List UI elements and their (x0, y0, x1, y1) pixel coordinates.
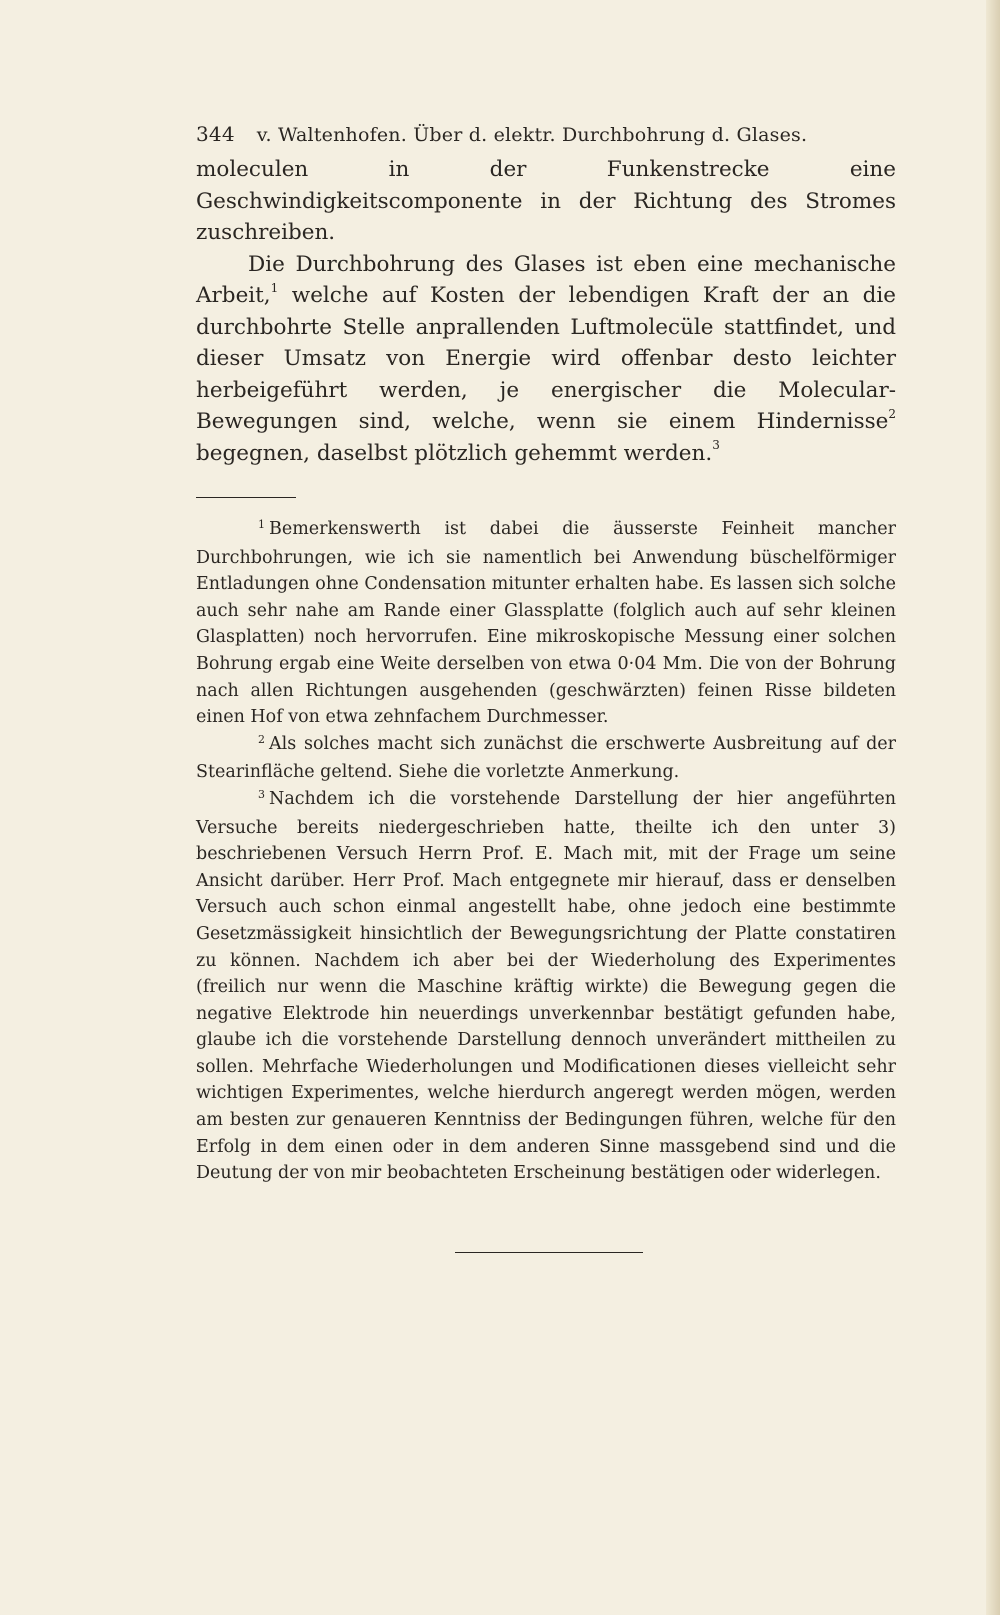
paragraph-2-part-b: welche auf Kosten der lebendigen Kraft der an die durchbohrte Stelle anprallenden Luftmolecüle stattfindet, und dieser Umsatz von Energie wird offenbar desto leichter herbeigeführt werden, je energischer die Molecular-Bewegungen sind, welche, wenn sie einem Hindernisse (196, 283, 896, 434)
footnote-1-text: Bemerkenswerth ist dabei die äusserste Feinheit mancher Durchbohrungen, wie ich sie namentlich bei Anwendung büschelförmiger Entladungen ohne Condensation mitunter erhalten habe. Es lassen sich solche auch sehr nahe am Rande einer Glassplatte (folglich auch auf sehr kleinen Glasplatten) noch hervorrufen. Eine mikroskopische Messung einer solchen Bohrung ergab eine Weite derselben von etwa 0·04 Mm. Die von der Bohrung nach allen Richtungen ausgehenden (geschwärzten) feinen Risse bildeten einen Hof von etwa zehnfachem Durchmesser. (196, 519, 896, 728)
footnote-2 (196, 731, 896, 786)
footnote-3-mark: 3 (258, 787, 265, 801)
footnote-3-text: Nachdem ich die vorstehende Darstellung der hier angeführten Versuche bereits niedergeschrieben hatte, theilte ich den unter 3) beschriebenen Versuch Herrn Prof. E. Mach mit, mit der Frage um seine Ansicht darüber. Herr Prof. Mach entgegnete mir hierauf, dass er denselben Versuch auch schon einmal angestellt habe, ohne jedoch eine bestimmte Gesetzmässigkeit hinsichtlich der Bewegungsrichtung der Platte constatiren zu können. Nachdem ich aber bei der Wiederholung des Experimentes (freilich nur wenn die Maschine kräftig wirkte) die Bewegung gegen die negative Elektrode hin neuerdings unverkennbar bestätigt gefunden habe, glaube ich die vorstehende Darstellung dennoch unverändert mittheilen zu sollen. Mehrfache Wiederholungen und Modificationen dieses vielleicht sehr wichtigen Experimentes, welche hierdurch angeregt werden mögen, werden am besten zur genaueren Kenntniss der Bedingungen führen, welche für den Erfolg in dem einen oder in dem anderen Sinne massgebend sind und die Deutung der von mir beobachteten Erscheinung bestätigen oder widerlegen. (196, 788, 896, 1184)
footnote-ref-3: 3 (712, 438, 720, 453)
footnote-1 (196, 516, 896, 731)
page-edge (986, 0, 1000, 1615)
footnote-3 (196, 786, 896, 1187)
footnote-2-text: Als solches macht sich zunächst die erschwerte Ausbreitung auf der Stearinfläche geltend. Siehe die vorletzte Anmerkung. (196, 733, 896, 783)
footnote-1-mark: 1 (258, 518, 265, 531)
footnote-ref-1: 1 (270, 280, 279, 295)
paragraph-2 (196, 249, 896, 470)
page-number: 344 (196, 122, 235, 146)
paragraph-2-part-c: begegnen, daselbst plötzlich gehemmt werden. (196, 440, 713, 466)
page-content (196, 122, 896, 1187)
footnote-separator (196, 497, 296, 498)
footnote-2-mark: 2 (258, 732, 265, 746)
paragraph-1: moleculen in der Funkenstrecke eine Geschwindigkeitscomponente in der Richtung des Stromes zuschreiben. (196, 157, 896, 245)
end-rule (455, 1252, 643, 1253)
footnote-ref-2: 2 (888, 406, 896, 421)
footnotes (196, 516, 896, 1187)
running-header (196, 122, 896, 146)
paragraph-2-part-a: Die Durchbohrung des Glases ist eben eine mechanische Arbeit, (196, 251, 896, 308)
main-text (196, 154, 896, 469)
running-title: v. Waltenhofen. Über d. elektr. Durchbohrung d. Glases. (256, 124, 808, 146)
